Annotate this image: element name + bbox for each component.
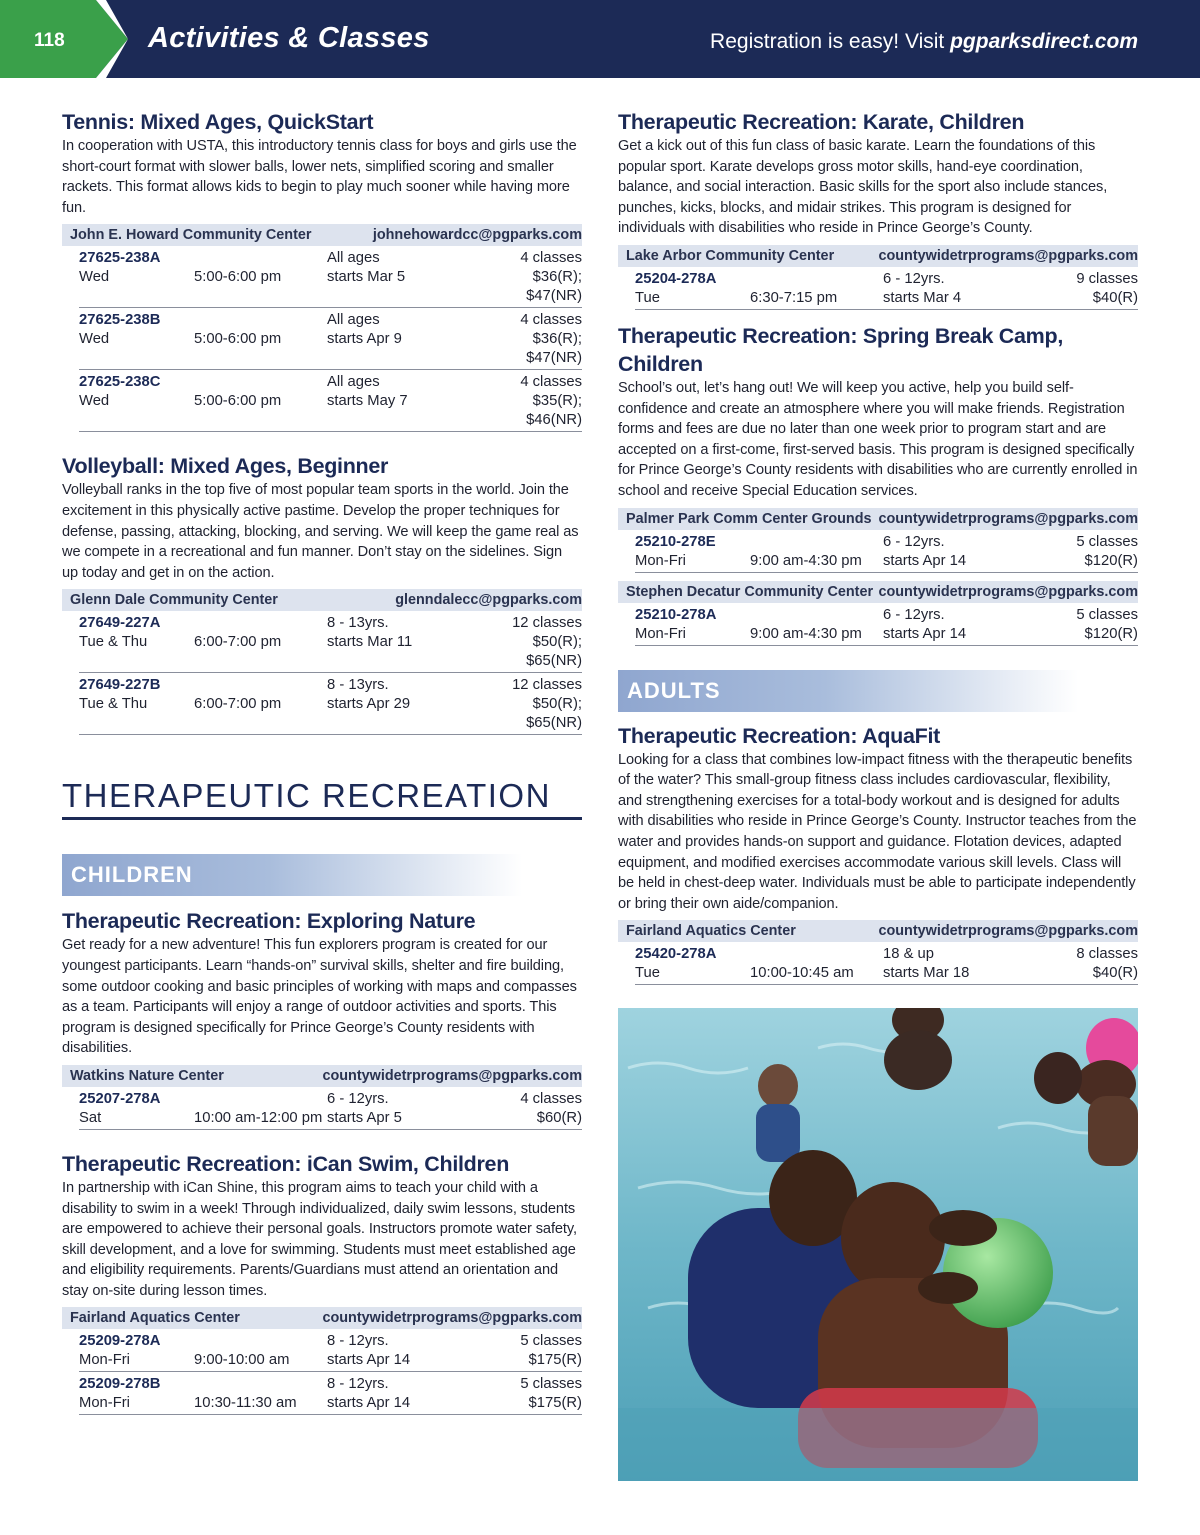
location-email[interactable]: countywidetrprograms@pgparks.com bbox=[878, 923, 1138, 940]
session-fee: $40(R) bbox=[1092, 289, 1138, 306]
session-ages: 18 & up bbox=[883, 946, 935, 963]
location-email[interactable]: countywidetrprograms@pgparks.com bbox=[878, 583, 1138, 600]
program-description: In partnership with iCan Shine, this program aims to teach your child with a disability to swim in a week! Through individualized, daily swim lessons, students are empowered to achieve their personal goals. Instructors promote water safety, skill development, and a love for swimming. Students must meet established age and eligibility requirements. Parents/Guardians must attend an orientation and stay on-site during lesson times. bbox=[62, 1179, 577, 1299]
session-count: 5 classes bbox=[1076, 606, 1138, 623]
location-name: Palmer Park Comm Center Grounds bbox=[626, 510, 872, 527]
session-ages: All ages bbox=[327, 250, 380, 267]
session-fee: $60(R) bbox=[536, 1109, 582, 1126]
session-fee: $40(R) bbox=[1092, 965, 1138, 982]
location-bar bbox=[62, 1307, 582, 1329]
session-time: 9:00 am-4:30 pm bbox=[750, 552, 862, 569]
session-row bbox=[635, 530, 1138, 573]
session-start: starts Apr 14 bbox=[327, 1395, 411, 1412]
session-ages: All ages bbox=[327, 374, 380, 391]
session-day: Tue & Thu bbox=[79, 696, 148, 713]
location-email[interactable]: countywidetrprograms@pgparks.com bbox=[878, 247, 1138, 264]
session-count: 5 classes bbox=[1076, 533, 1138, 550]
children-band: CHILDREN bbox=[62, 854, 522, 896]
session-count: 8 classes bbox=[1076, 946, 1138, 963]
registration-url[interactable]: pgparksdirect.com bbox=[950, 30, 1138, 53]
location-name: Lake Arbor Community Center bbox=[626, 247, 835, 264]
location-bar bbox=[618, 508, 1138, 530]
session-start: starts Apr 5 bbox=[327, 1109, 402, 1126]
session-row bbox=[79, 611, 582, 673]
location-bar bbox=[62, 589, 582, 611]
location-bar bbox=[618, 581, 1138, 603]
location-name: Watkins Nature Center bbox=[70, 1067, 224, 1084]
session-day: Mon-Fri bbox=[79, 1352, 130, 1369]
therapeutic-recreation-heading: THERAPEUTIC RECREATION bbox=[62, 777, 582, 820]
session-ages: 8 - 13yrs. bbox=[327, 677, 389, 694]
session-count: 4 classes bbox=[520, 1090, 582, 1107]
session-ages: 6 - 12yrs. bbox=[327, 1090, 389, 1107]
session-row bbox=[635, 942, 1138, 985]
session-time: 9:00 am-4:30 pm bbox=[750, 625, 862, 642]
location-name: Fairland Aquatics Center bbox=[70, 1310, 240, 1327]
session-row bbox=[79, 370, 582, 432]
location-email[interactable]: countywidetrprograms@pgparks.com bbox=[322, 1310, 582, 1327]
session-day: Wed bbox=[79, 331, 110, 348]
program-title: Therapeutic Recreation: iCan Swim, Children bbox=[62, 1151, 510, 1176]
location-email[interactable]: johnehowardcc@pgparks.com bbox=[372, 227, 582, 244]
session-time: 6:00-7:00 pm bbox=[194, 696, 282, 713]
location-bar bbox=[62, 1065, 582, 1087]
left-column bbox=[62, 108, 582, 1415]
session-fee: $35(R); $46(NR) bbox=[526, 393, 582, 429]
session-start: starts Mar 11 bbox=[327, 634, 413, 651]
session-row bbox=[79, 246, 582, 308]
session-code: 27625-238C bbox=[79, 374, 161, 391]
session-row bbox=[79, 1087, 582, 1130]
session-ages: All ages bbox=[327, 312, 380, 329]
session-start: starts Apr 14 bbox=[883, 625, 967, 642]
session-row bbox=[79, 1372, 582, 1415]
session-time: 5:00-6:00 pm bbox=[194, 331, 282, 348]
session-fee: $36(R); $47(NR) bbox=[526, 269, 582, 305]
session-code: 25209-278A bbox=[79, 1333, 161, 1350]
section-title: Activities & Classes bbox=[148, 22, 430, 54]
location-name: Glenn Dale Community Center bbox=[70, 592, 278, 609]
session-count: 5 classes bbox=[520, 1333, 582, 1350]
location-bar bbox=[618, 920, 1138, 942]
session-start: starts Apr 29 bbox=[327, 696, 411, 713]
registration-text bbox=[710, 30, 1138, 54]
program-title: Tennis: Mixed Ages, QuickStart bbox=[62, 110, 374, 134]
session-ages: 8 - 13yrs. bbox=[327, 615, 389, 632]
session-day: Mon-Fri bbox=[635, 625, 686, 642]
program-description: Get ready for a new adventure! This fun explorers program is created for our youngest participants. Learn “hands-on” survival skills, shelter and fire building, some outdoor cooking and basic principles of working with maps and compasses as a team. Participants will enjoy a range of outdoor activities and sports. This program is designed specifically for Prince George’s County residents with disabilities. bbox=[62, 937, 577, 1057]
session-time: 6:00-7:00 pm bbox=[194, 634, 282, 651]
session-code: 25207-278A bbox=[79, 1090, 161, 1107]
session-day: Wed bbox=[79, 269, 110, 286]
page-number: 118 bbox=[34, 30, 65, 51]
location-email[interactable]: countywidetrprograms@pgparks.com bbox=[878, 510, 1138, 527]
session-fee: $50(R); $65(NR) bbox=[526, 634, 582, 670]
right-column bbox=[618, 108, 1138, 985]
session-start: starts Apr 14 bbox=[883, 552, 967, 569]
session-ages: 6 - 12yrs. bbox=[883, 270, 945, 287]
session-row bbox=[79, 673, 582, 735]
session-time: 5:00-6:00 pm bbox=[194, 269, 282, 286]
session-fee: $120(R) bbox=[1084, 552, 1138, 569]
page-number-tab bbox=[0, 0, 128, 78]
session-count: 12 classes bbox=[512, 615, 582, 632]
session-ages: 8 - 12yrs. bbox=[327, 1333, 389, 1350]
session-count: 4 classes bbox=[520, 374, 582, 391]
session-time: 6:30-7:15 pm bbox=[750, 289, 838, 306]
session-day: Tue & Thu bbox=[79, 634, 148, 651]
session-time: 5:00-6:00 pm bbox=[194, 393, 282, 410]
session-row bbox=[635, 267, 1138, 310]
session-start: starts Mar 18 bbox=[883, 965, 970, 982]
session-day: Mon-Fri bbox=[635, 552, 686, 569]
session-fee: $175(R) bbox=[528, 1352, 582, 1369]
program-description: Volleyball ranks in the top five of most popular team sports in the world. Join the excitement in this physically active pastime. Develop the proper techniques for defense, passing, attacking, blocking, and serving. We will keep the game real as we compete in a recreational and fun manner. Don’t stay on the sidelines. Sign up today and get in on the action. bbox=[62, 482, 579, 581]
session-time: 10:00 am-12:00 pm bbox=[194, 1109, 323, 1126]
session-day: Mon-Fri bbox=[79, 1395, 130, 1412]
program-title: Therapeutic Recreation: AquaFit bbox=[618, 723, 941, 748]
session-ages: 6 - 12yrs. bbox=[883, 606, 945, 623]
session-fee: $36(R); $47(NR) bbox=[526, 331, 582, 367]
session-code: 25204-278A bbox=[635, 270, 717, 287]
session-time: 10:00-10:45 am bbox=[750, 965, 854, 982]
adults-band: ADULTS bbox=[618, 670, 1078, 712]
session-row bbox=[635, 603, 1138, 646]
session-ages: 6 - 12yrs. bbox=[883, 533, 945, 550]
session-time: 9:00-10:00 am bbox=[194, 1352, 290, 1369]
program-description: In cooperation with USTA, this introductory tennis class for boys and girls use the short-court format with slower balls, lower nets, simplified scoring and smaller rackets. This format allows kids to begin to play much sooner while having more fun. bbox=[62, 138, 577, 216]
session-count: 4 classes bbox=[520, 250, 582, 267]
location-email[interactable]: countywidetrprograms@pgparks.com bbox=[322, 1067, 582, 1084]
location-bar bbox=[618, 245, 1138, 267]
session-code: 27625-238B bbox=[79, 312, 161, 329]
session-time: 10:30-11:30 am bbox=[194, 1395, 297, 1412]
session-start: starts May 7 bbox=[327, 393, 408, 410]
session-day: Wed bbox=[79, 393, 110, 410]
session-code: 27625-238A bbox=[79, 250, 161, 267]
session-day: Sat bbox=[79, 1109, 102, 1126]
program-title: Therapeutic Recreation: Karate, Children bbox=[618, 110, 1025, 134]
session-row bbox=[79, 308, 582, 370]
session-count: 12 classes bbox=[512, 677, 582, 694]
session-day: Tue bbox=[635, 289, 660, 306]
session-code: 25209-278B bbox=[79, 1376, 161, 1393]
session-code: 25210-278A bbox=[635, 606, 717, 623]
program-description: Looking for a class that combines low-impact fitness with the therapeutic benefits of the water? This small-group fitness class includes cardiovascular, flexibility, and strengthening exercises for a total-body workout and is designed for adults with disabilities who reside in Prince George’s County. Instructor teaches from the water and provides hands-on support and guidance. Flotation devices, adapted equipment, and modified exercises accommodate various skill levels. Class will be held in chest-deep water. Individuals must be able to participate independently or bring their own aide/companion. bbox=[618, 751, 1137, 912]
session-fee: $175(R) bbox=[528, 1395, 582, 1412]
location-bar bbox=[62, 224, 582, 246]
session-start: starts Mar 4 bbox=[883, 289, 962, 306]
program-description: Get a kick out of this fun class of basic karate. Learn the foundations of this popular sport. Karate develops gross motor skills, hand-eye coordination, balance, and social interaction. Basic skills for the sport also include stances, punches, kicks, blocks, and midair strikes. This program is designed for individuals with disabilities who reside in Prince George’s County. bbox=[618, 138, 1108, 237]
pool-scene-illustration bbox=[618, 1008, 1138, 1481]
registration-prefix: Registration is easy! Visit bbox=[710, 30, 951, 53]
location-name: Fairland Aquatics Center bbox=[626, 923, 796, 940]
location-email[interactable]: glenndalecc@pgparks.com bbox=[395, 592, 582, 609]
session-start: starts Apr 9 bbox=[327, 331, 402, 348]
program-title: Volleyball: Mixed Ages, Beginner bbox=[62, 454, 389, 479]
session-count: 5 classes bbox=[520, 1376, 582, 1393]
session-code: 27649-227B bbox=[79, 677, 161, 694]
location-name: John E. Howard Community Center bbox=[70, 227, 312, 244]
session-fee: $50(R); $65(NR) bbox=[526, 696, 582, 732]
program-title: Therapeutic Recreation: Exploring Nature bbox=[62, 909, 476, 934]
session-start: starts Apr 14 bbox=[327, 1352, 411, 1369]
session-row bbox=[79, 1329, 582, 1372]
session-ages: 8 - 12yrs. bbox=[327, 1376, 389, 1393]
program-description: School’s out, let’s hang out! We will keep you active, help you build self-confidence and create an atmosphere where you will make friends. Registration forms and fees are due no later than one week prior to program start and are accepted on a first-come, first-served basis. This program is designed specifically for Prince George’s County residents with disabilities who are currently enrolled in school and receive Special Education services. bbox=[618, 379, 1138, 499]
session-code: 27649-227A bbox=[79, 615, 161, 632]
session-count: 9 classes bbox=[1076, 270, 1138, 287]
session-fee: $120(R) bbox=[1084, 625, 1138, 642]
session-start: starts Mar 5 bbox=[327, 269, 406, 286]
program-title: Therapeutic Recreation: Spring Break Camp, Children bbox=[618, 323, 1063, 376]
page-header bbox=[0, 0, 1200, 78]
session-day: Tue bbox=[635, 965, 660, 982]
session-code: 25210-278E bbox=[635, 533, 716, 550]
session-count: 4 classes bbox=[520, 312, 582, 329]
session-code: 25420-278A bbox=[635, 946, 717, 963]
aquafit-photo bbox=[618, 1008, 1138, 1481]
location-name: Stephen Decatur Community Center bbox=[626, 583, 874, 600]
